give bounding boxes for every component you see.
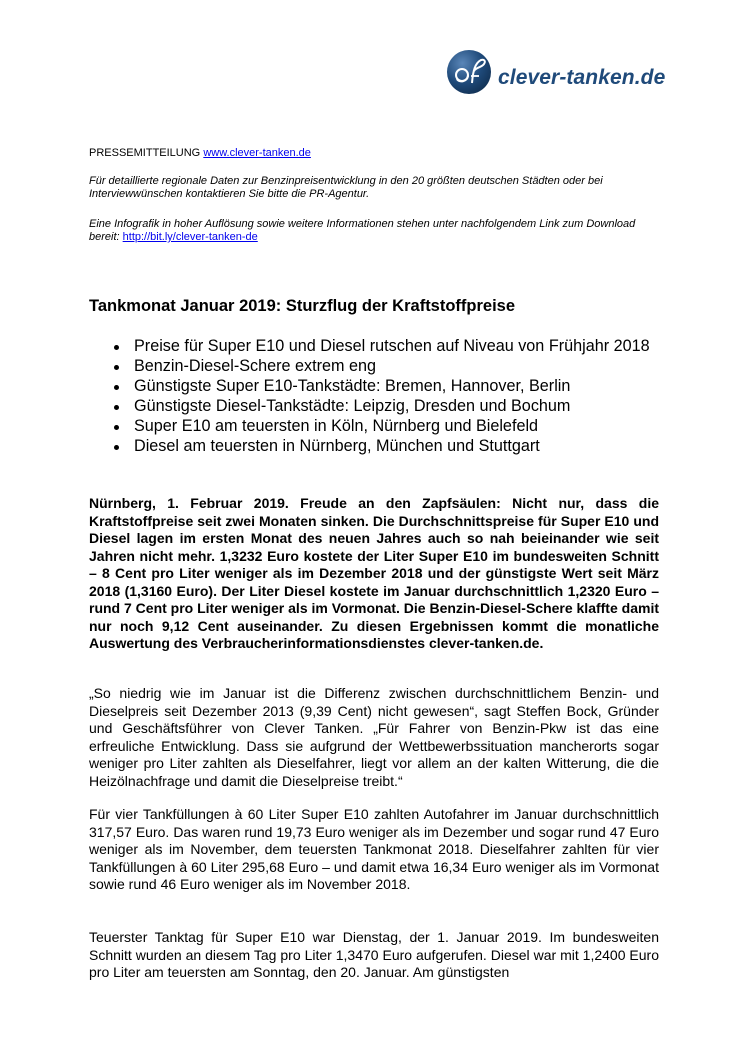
infographic-note-text: Eine Infografik in hoher Auflösung sowie weitere Informationen stehen unter nachfolgendem Link zum Download bereit: bbox=[89, 218, 636, 243]
website-link[interactable]: www.clever-tanken.de bbox=[203, 147, 311, 159]
logo-fuel-drop-icon bbox=[446, 49, 492, 95]
list-item: Günstigste Diesel-Tankstädte: Leipzig, Dresden und Bochum bbox=[110, 396, 670, 416]
list-item: Benzin-Diesel-Schere extrem eng bbox=[110, 356, 670, 376]
quote-paragraph: „So niedrig wie im Januar ist die Differenz zwischen durchschnittlichem Benzin- und Dieselpreis seit Dezember 2013 (9,39 Cent) nicht gewesen“, sagt Steffen Bock, Gründer und Geschäftsführer von Clever Tanken. „Für Fahrer von Benzin-Pkw ist das eine erfreuliche Entwicklung. Dass sie aufgrund der Wettbewerbssituation mancherorts sogar weniger pro Liter zahlten als Dieselfahrer, liegt vor allem an der kalten Witterung, die die Heizölnachfrage und damit die Dieselpreise treibt.“ bbox=[89, 685, 659, 789]
list-item: Super E10 am teuersten in Köln, Nürnberg und Bielefeld bbox=[110, 416, 670, 436]
page-title: Tankmonat Januar 2019: Sturzflug der Kraftstoffpreise bbox=[89, 297, 516, 315]
list-item: Preise für Super E10 und Diesel rutschen auf Niveau von Frühjahr 2018 bbox=[110, 336, 670, 356]
press-release-label: PRESSEMITTEILUNG bbox=[89, 147, 201, 159]
infographic-note bbox=[89, 218, 659, 244]
logo-wordmark: clever-tanken.de bbox=[498, 66, 666, 89]
lead-paragraph: Nürnberg, 1. Februar 2019. Freude an den Zapfsäulen: Nicht nur, dass die Kraftstoffpreise seit zwei Monaten sinken. Die Durchschnittspreise für Super E10 und Diesel lagen im ersten Monat des neuen Jahres auch so nah beieinander wie seit Jahren nicht mehr. 1,3232 Euro kostete der Liter Super E10 im bundesweiten Schnitt – 8 Cent pro Liter weniger als im Dezember 2018 und der günstigste Wert seit März 2018 (1,3160 Euro). Der Liter Diesel kostete im Januar durchschnittlich 1,2320 Euro – rund 7 Cent pro Liter weniger als im Vormonat. Die Benzin-Diesel-Schere klaffte damit nur noch 9,12 Cent auseinander. Zu diesen Ergebnissen kommt die monatliche Auswertung des Verbraucherinformationsdienstes clever-tanken.de. bbox=[89, 495, 659, 651]
regional-data-note: Für detaillierte regionale Daten zur Benzinpreisentwicklung in den 20 größten deutschen Städten oder bei Interviewwünschen kontaktieren Sie bitte die PR-Agentur. bbox=[89, 175, 603, 200]
highlights-list bbox=[110, 336, 670, 456]
list-item: Günstigste Super E10-Tankstädte: Bremen, Hannover, Berlin bbox=[110, 376, 670, 396]
list-item: Diesel am teuersten in Nürnberg, München und Stuttgart bbox=[110, 436, 670, 456]
press-release-label-line bbox=[89, 147, 659, 160]
infographic-download-link[interactable]: http://bit.ly/clever-tanken-de bbox=[122, 231, 258, 243]
price-days-paragraph: Teuerster Tanktag für Super E10 war Dienstag, der 1. Januar 2019. Im bundesweiten Schnitt wurden an diesem Tag pro Liter 1,3470 Euro aufgerufen. Diesel war mit 1,2400 Euro pro Liter am teuersten am Sonntag, den 20. Januar. Am günstigsten bbox=[89, 929, 659, 980]
clever-tanken-logo[interactable] bbox=[446, 47, 665, 97]
tank-fills-paragraph: Für vier Tankfüllungen à 60 Liter Super E10 zahlten Autofahrer im Januar durchschnittlich 317,57 Euro. Das waren rund 19,73 Euro weniger als im Dezember und sogar rund 47 Euro weniger als im November, dem teuersten Tankmonat 2018. Dieselfahrer zahlten für vier Tankfüllungen à 60 Liter 295,68 Euro – und damit etwa 16,34 Euro weniger als im Vormonat sowie rund 46 Euro weniger als im November 2018. bbox=[89, 806, 659, 892]
